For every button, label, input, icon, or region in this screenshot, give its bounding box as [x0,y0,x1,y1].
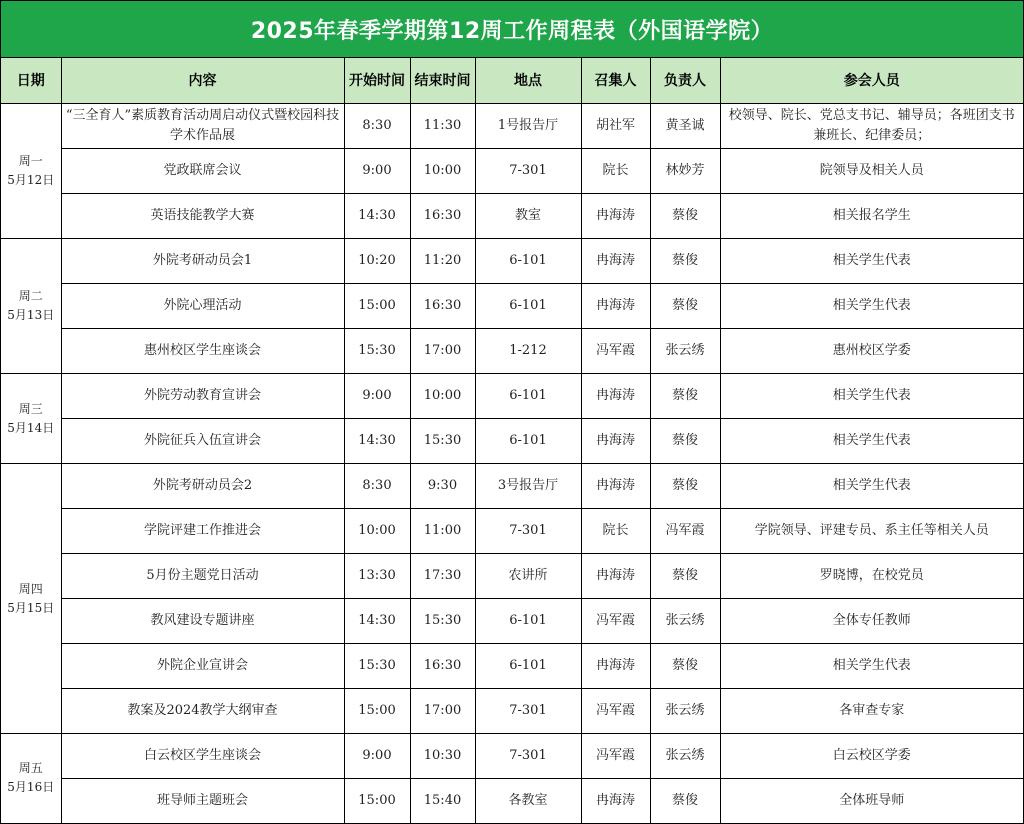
table-row [1,734,1023,779]
cell-end-time: 10:00 [410,149,475,194]
cell-convener: 冉海涛 [581,239,650,284]
cell-content: 英语技能教学大赛 [61,194,344,239]
cell-convener: 冯军霞 [581,329,650,374]
day-weekday: 周四 [18,581,43,596]
cell-convener: 冉海涛 [581,374,650,419]
table-row [1,149,1023,194]
cell-start-time: 9:00 [344,374,410,419]
cell-content: 外院考研动员会2 [61,464,344,509]
cell-owner: 林妙芳 [650,149,720,194]
cell-end-time: 16:30 [410,644,475,689]
table-row [1,554,1023,599]
cell-owner: 蔡俊 [650,464,720,509]
cell-start-time: 9:00 [344,149,410,194]
cell-content: “三全育人”素质教育活动周启动仪式暨校园科技学术作品展 [61,104,344,149]
cell-attendees: 白云校区学委 [720,734,1023,779]
cell-place: 6-101 [475,284,581,329]
cell-owner: 蔡俊 [650,284,720,329]
cell-attendees: 学院领导、评建专员、系主任等相关人员 [720,509,1023,554]
cell-end-time: 15:30 [410,419,475,464]
header-row [1,58,1023,104]
table-row [1,419,1023,464]
table-row [1,464,1023,509]
cell-start-time: 15:00 [344,284,410,329]
day-weekday: 周五 [18,761,43,776]
day-date: 5月12日 [7,173,55,187]
cell-end-time: 17:00 [410,689,475,734]
table-row [1,239,1023,284]
cell-owner: 张云绣 [650,689,720,734]
cell-start-time: 10:00 [344,509,410,554]
cell-end-time: 17:00 [410,329,475,374]
cell-place: 6-101 [475,644,581,689]
cell-content: 外院劳动教育宣讲会 [61,374,344,419]
cell-end-time: 11:20 [410,239,475,284]
cell-convener: 冯军霞 [581,734,650,779]
cell-attendees: 校领导、院长、党总支书记、辅导员；各班团支书兼班长、纪律委员； [720,104,1023,149]
cell-content: 教风建设专题讲座 [61,599,344,644]
cell-place: 7-301 [475,689,581,734]
cell-owner: 张云绣 [650,329,720,374]
day-cell [1,464,61,734]
table-row [1,689,1023,734]
cell-owner: 黄圣诚 [650,104,720,149]
day-date: 5月13日 [7,308,55,322]
cell-start-time: 14:30 [344,599,410,644]
cell-start-time: 15:00 [344,779,410,824]
cell-convener: 冉海涛 [581,284,650,329]
cell-place: 7-301 [475,509,581,554]
cell-end-time: 10:30 [410,734,475,779]
col-header-owner: 负责人 [650,58,720,104]
cell-owner: 蔡俊 [650,644,720,689]
cell-convener: 冉海涛 [581,464,650,509]
cell-convener: 院长 [581,509,650,554]
cell-attendees: 相关学生代表 [720,419,1023,464]
cell-end-time: 16:30 [410,194,475,239]
cell-attendees: 罗晓博，在校党员 [720,554,1023,599]
cell-attendees: 全体班导师 [720,779,1023,824]
day-cell [1,374,61,464]
day-date: 5月15日 [7,600,55,615]
cell-start-time: 13:30 [344,554,410,599]
cell-owner: 蔡俊 [650,779,720,824]
cell-start-time: 15:30 [344,644,410,689]
cell-start-time: 14:30 [344,194,410,239]
cell-place: 7-301 [475,734,581,779]
col-header-attendees: 参会人员 [720,58,1023,104]
cell-content: 5月份主题党日活动 [61,554,344,599]
col-header-end: 结束时间 [410,58,475,104]
cell-content: 学院评建工作推进会 [61,509,344,554]
cell-content: 外院企业宣讲会 [61,644,344,689]
cell-place: 6-101 [475,419,581,464]
cell-convener: 冉海涛 [581,194,650,239]
cell-attendees: 院领导及相关人员 [720,149,1023,194]
cell-end-time: 16:30 [410,284,475,329]
cell-convener: 冉海涛 [581,779,650,824]
cell-attendees: 相关报名学生 [720,194,1023,239]
cell-owner: 蔡俊 [650,419,720,464]
cell-attendees: 全体专任教师 [720,599,1023,644]
cell-start-time: 15:00 [344,689,410,734]
cell-convener: 胡社军 [581,104,650,149]
cell-attendees: 相关学生代表 [720,464,1023,509]
cell-attendees: 相关学生代表 [720,644,1023,689]
cell-end-time: 15:30 [410,599,475,644]
cell-content: 外院心理活动 [61,284,344,329]
cell-attendees: 相关学生代表 [720,374,1023,419]
cell-convener: 冉海涛 [581,419,650,464]
cell-owner: 蔡俊 [650,554,720,599]
table-row [1,329,1023,374]
cell-content: 党政联席会议 [61,149,344,194]
schedule-body [1,104,1023,824]
schedule-table [1,58,1023,824]
day-cell [1,734,61,824]
table-row [1,779,1023,824]
cell-content: 白云校区学生座谈会 [61,734,344,779]
cell-start-time: 15:30 [344,329,410,374]
cell-content: 外院征兵入伍宣讲会 [61,419,344,464]
table-row [1,374,1023,419]
cell-content: 惠州校区学生座谈会 [61,329,344,374]
cell-place: 3号报告厅 [475,464,581,509]
cell-start-time: 9:00 [344,734,410,779]
col-header-start: 开始时间 [344,58,410,104]
cell-place: 1号报告厅 [475,104,581,149]
cell-end-time: 10:00 [410,374,475,419]
cell-end-time: 15:40 [410,779,475,824]
col-header-content: 内容 [61,58,344,104]
cell-convener: 院长 [581,149,650,194]
cell-attendees: 相关学生代表 [720,284,1023,329]
cell-place: 教室 [475,194,581,239]
day-cell [1,104,61,239]
cell-start-time: 14:30 [344,419,410,464]
day-cell [1,239,61,374]
table-row [1,644,1023,689]
cell-convener: 冯军霞 [581,689,650,734]
day-weekday: 周二 [18,289,43,303]
col-header-date: 日期 [1,58,61,104]
cell-convener: 冉海涛 [581,554,650,599]
cell-owner: 冯军霞 [650,509,720,554]
cell-end-time: 11:00 [410,509,475,554]
col-header-convener: 召集人 [581,58,650,104]
cell-owner: 蔡俊 [650,239,720,284]
cell-owner: 张云绣 [650,734,720,779]
day-date: 5月14日 [7,420,55,435]
cell-start-time: 8:30 [344,464,410,509]
table-row [1,509,1023,554]
cell-place: 1-212 [475,329,581,374]
cell-owner: 蔡俊 [650,374,720,419]
col-header-place: 地点 [475,58,581,104]
cell-place: 6-101 [475,599,581,644]
sheet-title: 2025年春季学期第12周工作周程表（外国语学院） [1,1,1023,58]
cell-content: 教案及2024教学大纲审查 [61,689,344,734]
cell-end-time: 17:30 [410,554,475,599]
day-date: 5月16日 [7,780,55,795]
cell-place: 6-101 [475,239,581,284]
table-row [1,284,1023,329]
cell-place: 各教室 [475,779,581,824]
cell-place: 7-301 [475,149,581,194]
cell-convener: 冯军霞 [581,599,650,644]
table-row [1,599,1023,644]
table-row [1,194,1023,239]
cell-end-time: 9:30 [410,464,475,509]
cell-attendees: 各审查专家 [720,689,1023,734]
cell-content: 外院考研动员会1 [61,239,344,284]
cell-attendees: 惠州校区学委 [720,329,1023,374]
cell-end-time: 11:30 [410,104,475,149]
cell-place: 6-101 [475,374,581,419]
cell-content: 班导师主题班会 [61,779,344,824]
day-weekday: 周三 [18,401,43,416]
cell-start-time: 8:30 [344,104,410,149]
cell-start-time: 10:20 [344,239,410,284]
cell-place: 农讲所 [475,554,581,599]
cell-attendees: 相关学生代表 [720,239,1023,284]
cell-owner: 蔡俊 [650,194,720,239]
cell-convener: 冉海涛 [581,644,650,689]
day-weekday: 周一 [18,154,43,168]
table-row [1,104,1023,149]
cell-owner: 张云绣 [650,599,720,644]
